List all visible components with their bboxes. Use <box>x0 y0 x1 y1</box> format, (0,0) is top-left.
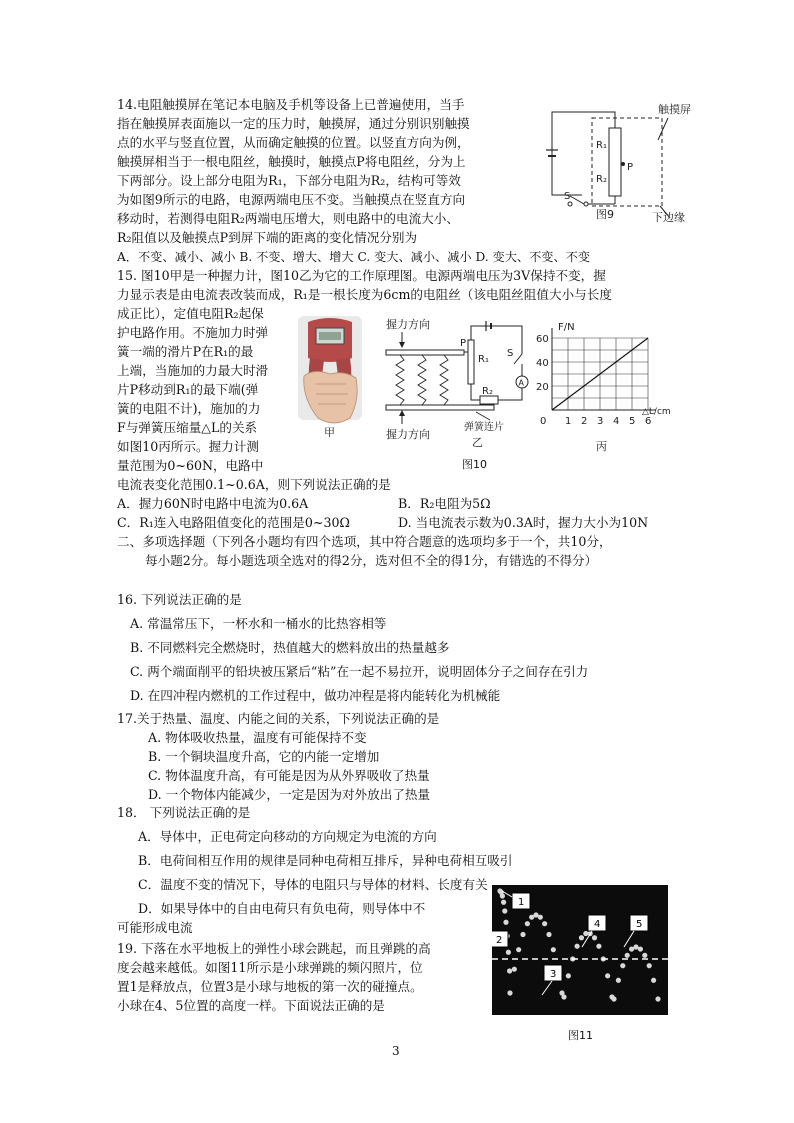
fig9-label-screen: 触摸屏 <box>658 103 691 116</box>
q15-line: 力显示表是由电流表改装而成，R₁是一根长度为6cm的电阻丝（该电阻丝阻值大小与长度 <box>117 287 612 302</box>
q14-line: 下两部分。设上部分电阻为R₁，下部分电阻为R₂，结构可等效 <box>117 173 461 188</box>
section2-line: 每小题2分。每小题选项全选对的得2分，选对但不全的得1分，有错选的不得分） <box>145 553 598 568</box>
ball-image <box>507 990 512 995</box>
ball-image <box>551 947 556 952</box>
fig9-label-r1: R₁ <box>596 140 607 151</box>
ball-image <box>538 915 543 920</box>
q15-line: 簧一端的滑片P在R₁的最 <box>117 344 254 359</box>
ball-image <box>655 996 660 1001</box>
chart-x-tick-label: 2 <box>581 416 588 427</box>
fig9-caption: 图9 <box>596 208 614 221</box>
fig10-yi-label-a: A <box>518 378 524 388</box>
q18-option-c: C．温度不变的情况下，导体的电阻只与导体的材料、长度有关 <box>138 877 488 892</box>
q19-line: 19. 下落在水平地板上的弹性小球会跳起，而且弹跳的高 <box>117 941 431 956</box>
q15-option-a: A．握力60N时电路中电流为0.6A <box>117 496 309 511</box>
q14-line: R₂阻值以及触摸点P到屏下端的距离的变化情况分别为 <box>117 230 418 245</box>
fig10-label-jia: 甲 <box>324 426 335 438</box>
chart-y-tick-label: 40 <box>536 358 549 369</box>
fig11-caption: 图11 <box>568 1029 593 1042</box>
q18-stem: 18． 下列说法正确的是 <box>117 805 251 820</box>
ball-image <box>616 978 621 983</box>
ball-image <box>625 953 630 958</box>
q16-option-a: A. 常温常压下，一杯水和一桶水的比热容相等 <box>130 616 387 631</box>
q18-option-d: D．如果导体中的自由电荷只有负电荷，则导体中不 <box>138 901 426 916</box>
q17-option-c: C. 物体温度升高，有可能是因为从外界吸收了热量 <box>148 768 430 783</box>
fig10-yi-label-top: 握力方向 <box>386 318 430 331</box>
figure-11-bounce-photo <box>492 885 668 1015</box>
chart-x-tick-label: 5 <box>629 416 636 427</box>
q15-line: 量范围为0~60N，电路中 <box>117 458 264 473</box>
fig10-label-bing: 丙 <box>596 440 607 452</box>
ball-image <box>516 947 521 952</box>
fig10-caption: 图10 <box>462 458 487 471</box>
q16-option-b: B. 不同燃料完全燃烧时，热值越大的燃料放出的热量越多 <box>130 640 450 655</box>
q19-line: 小球在4、5位置的高度一样。下面说法正确的是 <box>117 998 385 1013</box>
q14-line: 点的水平与竖直位置，从而确定触摸的位置。以竖直方向为例， <box>117 135 470 150</box>
q17-option-d: D. 一个物体内能减少，一定是因为对外放出了热量 <box>148 787 431 802</box>
chart-x-tick-label: 4 <box>613 416 620 427</box>
q15-option-d: D. 当电流表示数为0.3A时，握力大小为10N <box>398 515 649 530</box>
q19-line: 置1是释放点，位置3是小球与地板的第一次的碰撞点。 <box>117 979 423 994</box>
q16-option-d: D. 在四冲程内燃机的工作过程中，做功冲程是将内能转化为机械能 <box>130 688 501 703</box>
fig10-label-yi: 乙 <box>472 436 483 448</box>
ball-image <box>542 921 547 926</box>
fig11-marker-1: 1 <box>518 897 525 908</box>
fig11-marker-4: 4 <box>594 919 601 930</box>
chart-x-tick-label: 6 <box>645 416 652 427</box>
ball-image <box>611 996 616 1001</box>
ball-image <box>502 908 507 913</box>
q15-option-b: B．R₂电阻为5Ω <box>398 496 491 511</box>
q15-line: 上端，当施加的力最大时滑 <box>117 363 269 378</box>
q14-line: 14.电阻触摸屏在笔记本电脑及手机等设备上已普遍使用，当手 <box>117 97 465 112</box>
ball-image <box>574 944 579 949</box>
ball-image <box>579 935 584 940</box>
chart-y-tick-label: 20 <box>536 382 549 393</box>
ball-image <box>647 963 652 968</box>
q15-option-c: C．R₁连入电路阻值变化的范围是0~30Ω <box>117 515 350 530</box>
fig10-yi-label-r1: R₁ <box>478 354 489 365</box>
chart-x-tick-label: 3 <box>597 416 604 427</box>
q15-line: 片P移动到R₁的最下端(弹 <box>117 382 259 397</box>
chart-x-tick-label: 0 <box>540 416 547 427</box>
q15-line: 簧的电阻不计)，施加的力 <box>117 401 261 416</box>
q15-line: 电流表变化范围0.1~0.6A，则下列说法正确的是 <box>117 477 391 492</box>
chart-x-axis-label: △L/cm <box>642 407 671 417</box>
fig10-yi-label-r2: R₂ <box>482 386 493 397</box>
fig11-marker-5: 5 <box>636 919 643 930</box>
page-number: 3 <box>392 1044 400 1058</box>
section2-line: 二、多项选择题（下列各小题均有四个选项，其中符合题意的选项均多于一个，共10分， <box>117 534 612 549</box>
ball-image <box>500 893 505 898</box>
ball-image <box>620 963 625 968</box>
q14-line: 移动时，若测得电阻R₂两端电压增大，则电路中的电流大小、 <box>117 211 459 226</box>
fig9-label-p: P <box>627 162 634 173</box>
q15-line: 15. 图10甲是一种握力计，图10乙为它的工作原理图。电源两端电压为3V保持不变，握 <box>117 268 606 283</box>
q17-option-b: B. 一个铜块温度升高，它的内能一定增加 <box>148 749 380 764</box>
figure-10-bing-chart <box>530 318 680 452</box>
q14-options: A．不变、减小、减小 B. 不变、增大、增大 C. 变大、减小、减小 D. 变大、不变、不变 <box>117 250 591 264</box>
ball-image <box>566 973 571 978</box>
q15-line: 如图10丙所示。握力计测 <box>117 439 259 454</box>
fig10-yi-label-bottom: 握力方向 <box>386 428 430 441</box>
ball-image <box>592 935 597 940</box>
fig9-label-bottom: 下边缘 <box>652 211 685 224</box>
ball-image <box>525 921 530 926</box>
q14-line: 触摸屏相当于一根电阻丝，触摸时，触摸点P将电阻丝，分为上 <box>117 154 466 169</box>
q18-option-a: A．导体中，正电荷定向移动的方向规定为电流的方向 <box>138 829 437 844</box>
q18-option-b: B．电荷间相互作用的规律是同种电荷相互排斥，异种电荷相互吸引 <box>138 853 513 868</box>
fig9-point-p <box>621 162 625 166</box>
q18-option-d-cont: 可能形成电流 <box>117 920 193 935</box>
ball-image <box>507 968 512 973</box>
ball-image <box>501 900 506 905</box>
fig10-yi-label-p: P <box>460 338 467 349</box>
q16-option-c: C. 两个端面削平的铅块被压紧后“粘”在一起不易拉开，说明固体分子之间存在引力 <box>130 664 589 679</box>
figure-9-circuit <box>530 100 710 224</box>
ball-image <box>520 932 525 937</box>
q15-line: 成正比），定值电阻R₂起保 <box>117 306 264 321</box>
q17-stem: 17.关于热量、温度、内能之间的关系，下列说法正确的是 <box>117 711 440 726</box>
ball-image <box>512 967 517 972</box>
q19-line: 度会越来越低。如图11所示是小球弹跳的频闪照片，位 <box>117 960 423 975</box>
ball-image <box>605 973 610 978</box>
q14-line: 为如图9所示的电路，电源两端电压不变。当触摸点在竖直方向 <box>117 192 466 207</box>
ball-image <box>561 994 566 999</box>
fig11-marker-3: 3 <box>550 969 557 980</box>
fig9-label-s: S <box>564 191 571 202</box>
q14-line: 指在触摸屏表面施以一定的压力时，触摸屏，通过分别识别触摸 <box>117 116 470 131</box>
ball-image <box>596 944 601 949</box>
q16-stem: 16. 下列说法正确的是 <box>117 592 242 607</box>
ball-image <box>642 953 647 958</box>
figure-10-jia-grip-photo <box>294 314 366 438</box>
ball-image <box>638 946 643 951</box>
chart-x-tick-label: 1 <box>565 416 572 427</box>
ball-image <box>506 950 511 955</box>
chart-y-tick-label: 60 <box>536 334 549 345</box>
q15-line: F与弹簧压缩量△L的关系 <box>117 420 258 435</box>
ball-image <box>546 932 551 937</box>
ball-image <box>651 978 656 983</box>
fig10-yi-label-spring: 弹簧连片 <box>464 422 504 433</box>
fig10-yi-label-s: S <box>507 348 514 359</box>
chart-y-axis-label: F/N <box>558 322 575 333</box>
fig11-marker-2: 2 <box>496 935 503 946</box>
fig9-label-r2: R₂ <box>596 174 607 185</box>
q15-line: 护电路作用。不施加力时弹 <box>117 325 269 340</box>
ball-image <box>503 920 508 925</box>
q17-option-a: A. 物体吸收热量，温度有可能保持不变 <box>148 730 367 745</box>
figure-10-yi-diagram <box>380 318 530 448</box>
